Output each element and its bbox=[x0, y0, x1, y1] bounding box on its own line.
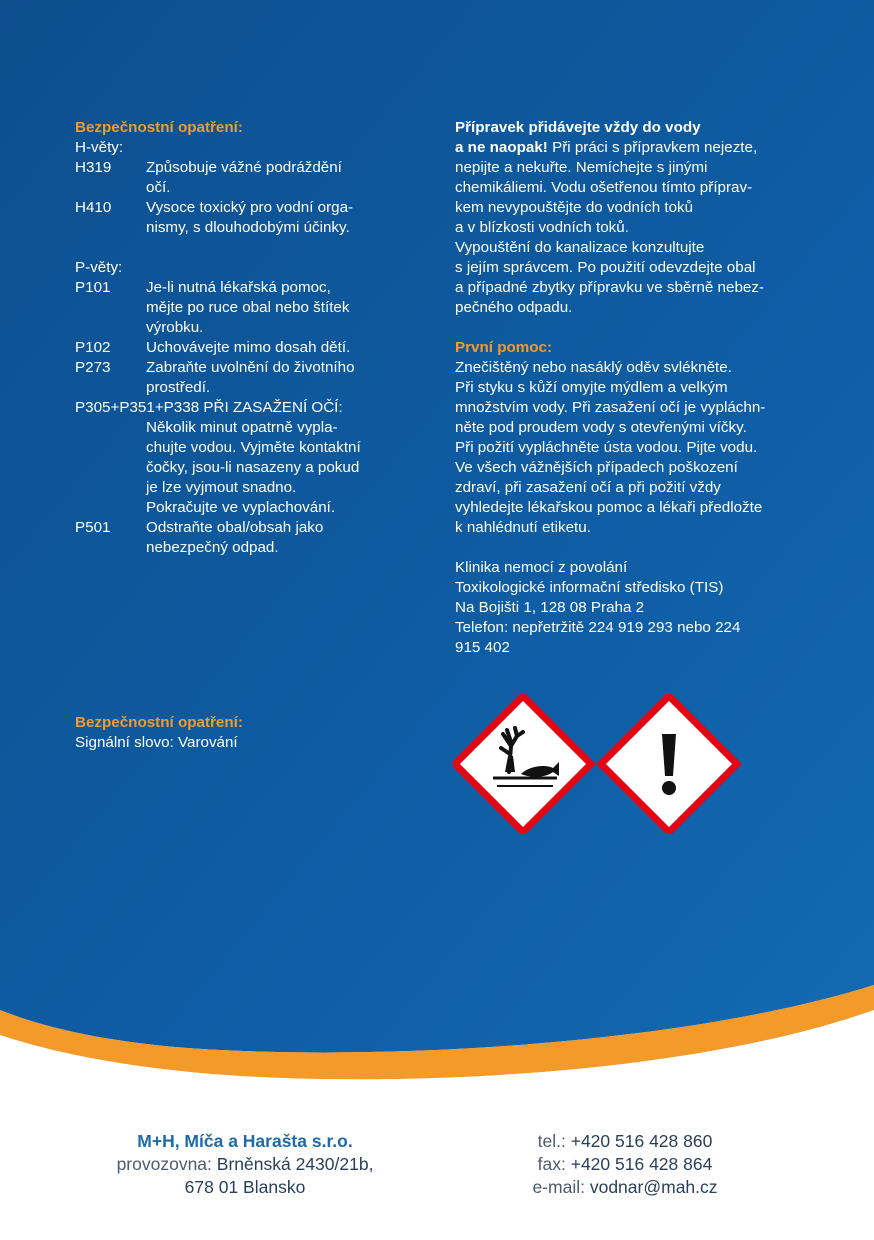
email-label: e-mail: bbox=[532, 1177, 585, 1197]
statement-text: nismy, s dlouhodobými účinky. bbox=[146, 219, 350, 236]
clinic-name: Klinika nemocí z povolání bbox=[455, 559, 628, 576]
company-name: M+H, Míča a Harašta s.r.o. bbox=[137, 1131, 353, 1151]
first-aid-text: k nahlédnutí etiketu. bbox=[455, 519, 591, 536]
first-aid-text: Při styku s kůží omyjte mýdlem a velkým bbox=[455, 379, 728, 396]
usage-text: s jejím správcem. Po použití odevzdejte obal bbox=[455, 259, 756, 276]
statement-text: Uchovávejte mimo dosah dětí. bbox=[146, 339, 351, 356]
statement-text: prostředí. bbox=[146, 379, 211, 396]
usage-text: Vypouštění do kanalizace konzultujte bbox=[455, 239, 705, 256]
first-aid-text: Znečištěný nebo nasáklý oděv svlékněte. bbox=[455, 359, 732, 376]
p-statements-title: P-věty: bbox=[75, 259, 123, 276]
environment-hazard-icon bbox=[455, 696, 591, 832]
first-aid-text: něte pod proudem vody s otevřenými víčky. bbox=[455, 419, 747, 436]
address-label: provozovna: bbox=[116, 1154, 212, 1174]
clinic-phone-cont: 915 402 bbox=[455, 639, 510, 656]
statement-code: P273 bbox=[75, 359, 111, 376]
first-aid-text: vyhledejte lékařskou pomoc a lékaři předložte bbox=[455, 499, 763, 516]
first-aid-text: Ve všech vážnějších případech poškození bbox=[455, 459, 738, 476]
statement-text: mějte po ruce obal nebo štítek bbox=[146, 299, 350, 316]
section-heading: Bezpečnostní opatření: bbox=[75, 119, 243, 136]
statement-text: Vysoce toxický pro vodní orga- bbox=[146, 199, 354, 216]
address-street: Brněnská 2430/21b, bbox=[216, 1154, 374, 1174]
statement-h319 bbox=[75, 158, 415, 198]
statement-text: nebezpečný odpad. bbox=[146, 539, 279, 556]
first-aid-text: zdraví, při zasažení očí a při požití vždy bbox=[455, 479, 721, 496]
statement-text: čočky, jsou-li nasazeny a pokud bbox=[146, 459, 360, 476]
usage-warning-bold: a ne naopak! bbox=[455, 139, 548, 156]
statement-code: P102 bbox=[75, 339, 111, 356]
statement-text: Zabraňte uvolnění do životního bbox=[146, 359, 355, 376]
statement-p273 bbox=[75, 358, 415, 398]
statement-text: Několik minut opatrně vypla- bbox=[146, 419, 338, 436]
tel-label: tel.: bbox=[537, 1131, 566, 1151]
clinic-center: Toxikologické informační středisko (TIS) bbox=[455, 579, 724, 596]
statement-p501 bbox=[75, 518, 415, 558]
fax-label: fax: bbox=[537, 1154, 566, 1174]
statement-p101 bbox=[75, 278, 415, 338]
usage-text: nepijte a nekuřte. Nemíchejte s jinými bbox=[455, 159, 708, 176]
usage-text: a případné zbytky přípravku ve sběrně nebez- bbox=[455, 279, 764, 296]
statement-p305-heading: P305+P351+P338 PŘI ZASAŽENÍ OČÍ: bbox=[75, 399, 343, 416]
usage-warning-bold: Přípravek přidávejte vždy do vody bbox=[455, 119, 701, 136]
exclamation-mark-icon bbox=[601, 696, 737, 832]
phone-contact-block bbox=[500, 1130, 750, 1199]
usage-text: pečného odpadu. bbox=[455, 299, 573, 316]
usage-text: chemikáliemi. Vodu ošetřenou tímto příprav- bbox=[455, 179, 753, 196]
statement-text: výrobku. bbox=[146, 319, 204, 336]
statement-code: H319 bbox=[75, 159, 112, 176]
statement-p102 bbox=[75, 338, 415, 358]
statement-text: Způsobuje vážné podráždění bbox=[146, 159, 342, 176]
first-aid-text: množstvím vody. Při zasažení očí je vypláchn- bbox=[455, 399, 766, 416]
statement-text: je lze vyjmout snadno. bbox=[146, 479, 297, 496]
email-link[interactable]: vodnar@mah.cz bbox=[589, 1177, 718, 1197]
signal-word-section bbox=[75, 713, 243, 753]
signal-heading: Bezpečnostní opatření: bbox=[75, 714, 243, 731]
usage-text: Při práci s přípravkem nejezte, bbox=[547, 139, 758, 156]
h-statements-title: H-věty: bbox=[75, 139, 124, 156]
first-aid-text: Při požití vypláchněte ústa vodou. Pijte vodu. bbox=[455, 439, 758, 456]
clinic-phone: Telefon: nepřetržitě 224 919 293 nebo 224 bbox=[455, 619, 741, 636]
statement-text: Odstraňte obal/obsah jako bbox=[146, 519, 324, 536]
statement-text: očí. bbox=[146, 179, 171, 196]
signal-word: Signální slovo: Varování bbox=[75, 734, 238, 751]
usage-text: a v blízkosti vodních toků. bbox=[455, 219, 629, 236]
fax-number: +420 516 428 864 bbox=[570, 1154, 713, 1174]
company-contact-block bbox=[80, 1130, 410, 1199]
statement-text: Pokračujte ve vyplachování. bbox=[146, 499, 336, 516]
statement-p305 bbox=[75, 418, 415, 518]
statement-code: P501 bbox=[75, 519, 111, 536]
address-city: 678 01 Blansko bbox=[184, 1177, 306, 1197]
statement-code: H410 bbox=[75, 199, 112, 216]
hazard-statements-section bbox=[75, 118, 415, 558]
statement-text: Je-li nutná lékařská pomoc, bbox=[146, 279, 331, 296]
ghs-pictograms bbox=[453, 694, 743, 834]
tel-number: +420 516 428 860 bbox=[570, 1131, 713, 1151]
usage-and-first-aid-section bbox=[455, 118, 815, 658]
statement-code: P101 bbox=[75, 279, 111, 296]
statement-h410 bbox=[75, 198, 415, 238]
clinic-address: Na Bojišti 1, 128 08 Praha 2 bbox=[455, 599, 645, 616]
statement-text: chujte vodou. Vyjměte kontaktní bbox=[146, 439, 361, 456]
usage-text: kem nevypouštějte do vodních toků bbox=[455, 199, 694, 216]
first-aid-heading: První pomoc: bbox=[455, 339, 553, 356]
